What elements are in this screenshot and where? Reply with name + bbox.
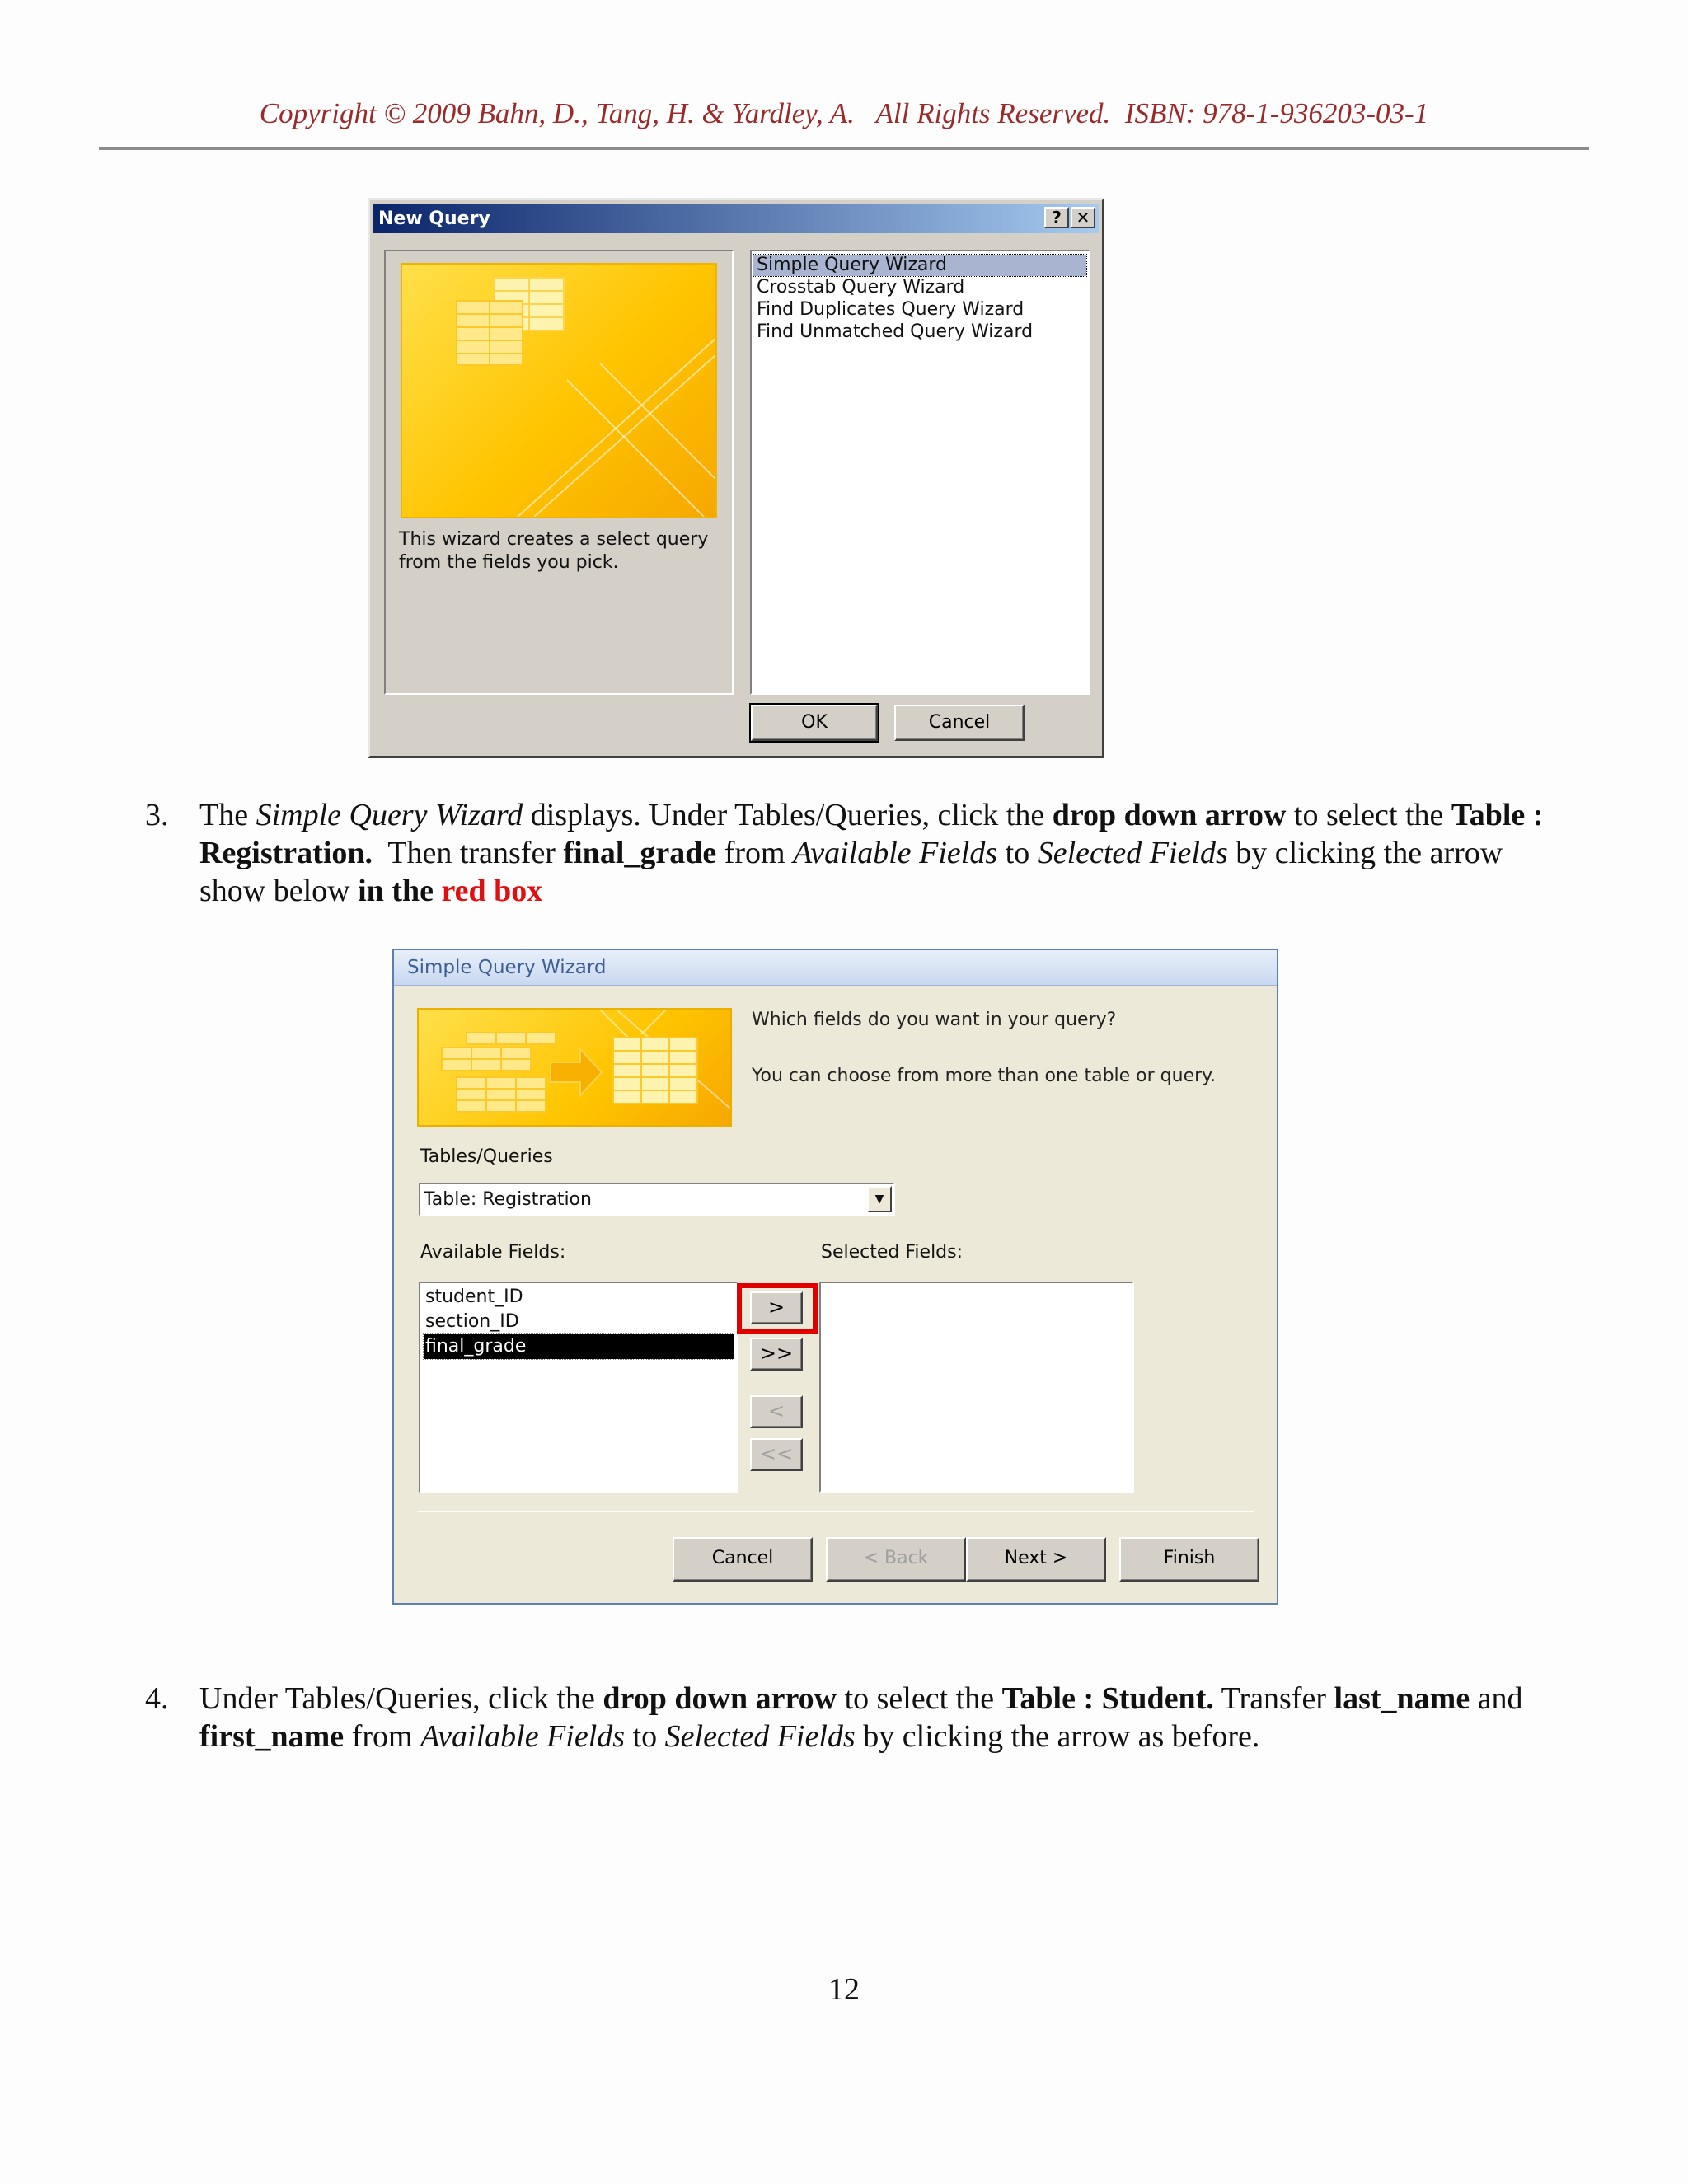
list-item-crosstab-query-wizard[interactable]: Crosstab Query Wizard <box>757 277 965 298</box>
step-number: 3. <box>145 798 169 832</box>
remove-one-button[interactable]: < <box>750 1395 803 1428</box>
list-item-find-unmatched-query-wizard[interactable]: Find Unmatched Query Wizard <box>757 321 1034 342</box>
help-button[interactable]: ? <box>1044 207 1069 228</box>
wizard-type-list[interactable] <box>750 250 1090 695</box>
divider <box>417 1511 1254 1512</box>
chevron-down-icon[interactable]: ▼ <box>867 1186 892 1212</box>
list-item-selected[interactable]: final_grade <box>424 1334 734 1359</box>
list-item-simple-query-wizard[interactable]: Simple Query Wizard <box>753 255 1086 276</box>
move-all-button[interactable]: >> <box>750 1338 803 1371</box>
new-query-titlebar <box>373 204 1099 233</box>
close-button[interactable]: ✕ <box>1071 207 1095 228</box>
header-rule <box>99 147 1589 150</box>
wizard-titlebar <box>394 950 1277 986</box>
back-button[interactable]: < Back <box>826 1537 966 1582</box>
step-number: 4. <box>145 1681 169 1716</box>
wizard-hint: You can choose from more than one table or query. <box>752 1066 1217 1086</box>
selected-fields-label: Selected Fields: <box>821 1242 964 1263</box>
wizard-title: Simple Query Wizard <box>407 957 607 978</box>
wizard-illustration <box>417 1008 732 1127</box>
new-query-title: New Query <box>378 209 490 229</box>
table-grid-icon <box>402 265 715 517</box>
query-wizard-illustration <box>401 263 717 518</box>
page-number: 12 <box>828 1972 860 2007</box>
step-3-text: The Simple Query Wizard displays. Under Tables/Queries, click the drop down arrow to select the Table : Registration. Then transfer final_grade from Available Fields to Selected Fields by clicking the arrow show below in the red box <box>199 798 1544 908</box>
finish-button[interactable]: Finish <box>1119 1537 1259 1582</box>
simple-query-wizard-dialog <box>392 949 1278 1605</box>
new-query-dialog <box>368 198 1104 758</box>
available-fields-list[interactable] <box>419 1282 738 1493</box>
tables-queries-dropdown[interactable] <box>419 1183 895 1216</box>
selected-fields-list[interactable] <box>819 1282 1134 1493</box>
move-one-button[interactable]: > <box>750 1291 803 1324</box>
wizard-preview-panel <box>384 250 734 695</box>
cancel-button[interactable]: Cancel <box>894 705 1025 741</box>
copyright-header: Copyright © 2009 Bahn, D., Tang, H. & Yardley, A. All Rights Reserved. ISBN: 978-1-936203-03-1 <box>259 97 1429 129</box>
dropdown-value: Table: Registration <box>424 1189 592 1210</box>
table-transfer-icon <box>419 1010 730 1125</box>
tables-queries-label: Tables/Queries <box>420 1146 553 1167</box>
ok-button[interactable]: OK <box>751 705 878 741</box>
step-4-text: Under Tables/Queries, click the drop down arrow to select the Table : Student. Transfer last_name and first_name from Available Fields to Selected Fields by clicking the arrow as before. <box>199 1681 1523 1754</box>
wizard-description: This wizard creates a select query from the fields you pick. <box>399 529 709 573</box>
wizard-question: Which fields do you want in your query? <box>752 1010 1117 1030</box>
red-highlight-box <box>737 1283 818 1334</box>
wizard-cancel-button[interactable]: Cancel <box>673 1537 813 1582</box>
available-fields-label: Available Fields: <box>420 1242 566 1263</box>
remove-all-button[interactable]: << <box>750 1438 803 1471</box>
list-item[interactable]: student_ID <box>425 1286 523 1307</box>
next-button[interactable]: Next > <box>966 1537 1106 1582</box>
list-item-find-duplicates-query-wizard[interactable]: Find Duplicates Query Wizard <box>757 299 1025 320</box>
list-item[interactable]: section_ID <box>425 1311 519 1332</box>
